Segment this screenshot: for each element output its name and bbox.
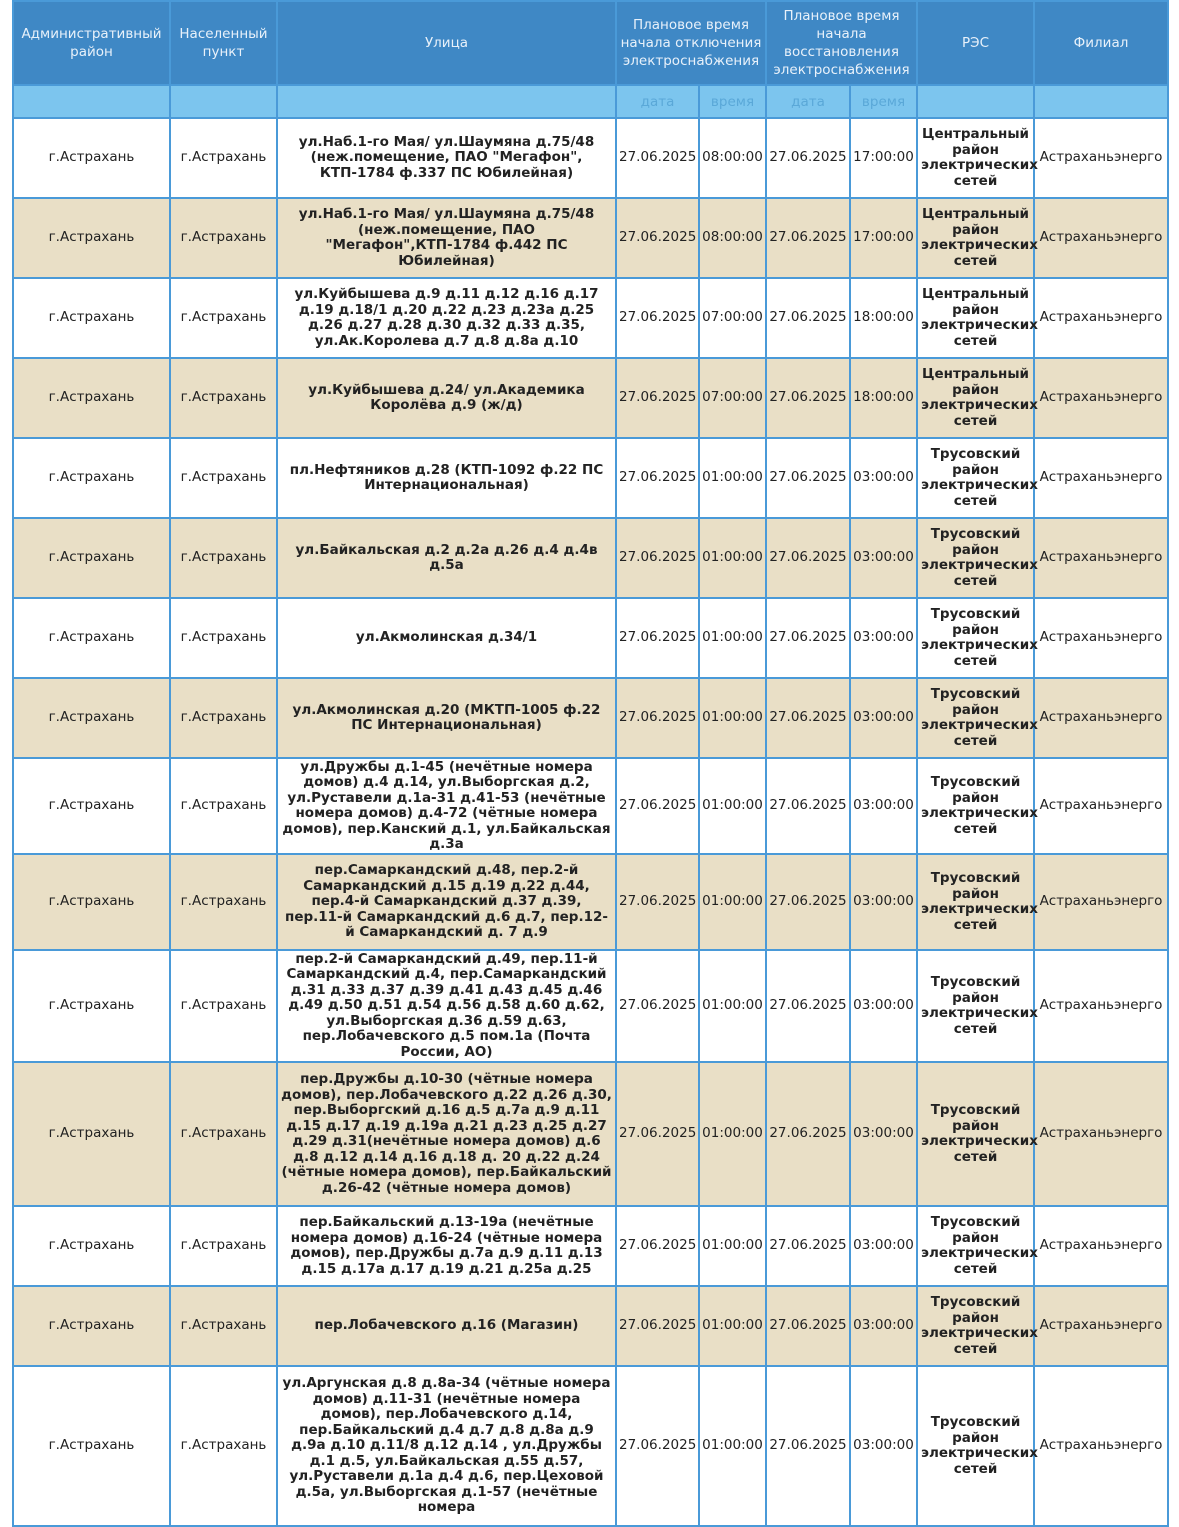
cell-street: пер.Самаркандский д.48, пер.2-й Самаркандский д.15 д.19 д.22 д.44, пер.4-й Самаркандский д.37 д.39, пер.11-й Самаркандский д.6 д.7, пер.12-й Самаркандский д. 7 д.9 — [277, 854, 616, 950]
table-row[interactable] — [13, 198, 1168, 278]
cell-outage-date: 27.06.2025 — [616, 438, 699, 518]
cell-restore-time: 17:00:00 — [850, 118, 917, 198]
cell-outage-time: 01:00:00 — [699, 1286, 766, 1366]
cell-admin-district: г.Астрахань — [13, 518, 170, 598]
cell-outage-time: 01:00:00 — [699, 758, 766, 854]
cell-street: ул.Аргунская д.8 д.8а-34 (чётные номера домов) д.11-31 (нечётные номера домов), пер.Лобачевского д.14, пер.Байкальский д.4 д.7 д.8 д.8а д.9 д.9а д.10 д.11/8 д.12 д.14 , ул.Дружбы д.1 д.5, ул.Байкальская д.55 д.57, ул.Руставели д.1а д.4 д.6, пер.Цеховой д.5а, ул.Выборгская д.1-57 (нечётные номера — [277, 1366, 616, 1526]
cell-res: Трусовский район электрических сетей — [917, 758, 1034, 854]
cell-street: ул.Наб.1-го Мая/ ул.Шаумяна д.75/48 (неж.помещение, ПАО "Мегафон",КТП-1784 ф.442 ПС Юбилейная) — [277, 198, 616, 278]
header-settlement[interactable]: Населенный пункт — [170, 1, 277, 85]
cell-restore-time: 03:00:00 — [850, 518, 917, 598]
cell-branch: Астраханьэнерго — [1034, 758, 1168, 854]
cell-restore-time: 18:00:00 — [850, 278, 917, 358]
cell-outage-time: 01:00:00 — [699, 1366, 766, 1526]
header-branch[interactable]: Филиал — [1034, 1, 1168, 85]
cell-outage-time: 01:00:00 — [699, 854, 766, 950]
cell-settlement: г.Астрахань — [170, 198, 277, 278]
subheader-restore-date[interactable]: дата — [766, 85, 850, 118]
cell-restore-time: 03:00:00 — [850, 598, 917, 678]
cell-restore-date: 27.06.2025 — [766, 278, 850, 358]
cell-outage-time: 01:00:00 — [699, 518, 766, 598]
cell-admin-district: г.Астрахань — [13, 950, 170, 1062]
cell-settlement: г.Астрахань — [170, 1366, 277, 1526]
cell-street: пер.Байкальский д.13-19а (нечётные номера домов) д.16-24 (чётные номера домов), пер.Дружбы д.7а д.9 д.11 д.13 д.15 д.17а д.17 д.19 д.21 д.25а д.25 — [277, 1206, 616, 1286]
table-row[interactable] — [13, 678, 1168, 758]
cell-street: пл.Нефтяников д.28 (КТП-1092 ф.22 ПС Интернациональная) — [277, 438, 616, 518]
cell-restore-date: 27.06.2025 — [766, 950, 850, 1062]
header-street[interactable]: Улица — [277, 1, 616, 85]
cell-settlement: г.Астрахань — [170, 1062, 277, 1206]
cell-restore-date: 27.06.2025 — [766, 438, 850, 518]
cell-admin-district: г.Астрахань — [13, 198, 170, 278]
cell-branch: Астраханьэнерго — [1034, 678, 1168, 758]
cell-res: Трусовский район электрических сетей — [917, 950, 1034, 1062]
cell-res: Трусовский район электрических сетей — [917, 1366, 1034, 1526]
table-row[interactable] — [13, 1062, 1168, 1206]
table-row[interactable] — [13, 854, 1168, 950]
header-outage-start[interactable]: Плановое время начала отключения электроснабжения — [616, 1, 766, 85]
cell-outage-date: 27.06.2025 — [616, 1062, 699, 1206]
cell-outage-date: 27.06.2025 — [616, 1206, 699, 1286]
cell-outage-time: 01:00:00 — [699, 678, 766, 758]
cell-restore-time: 03:00:00 — [850, 758, 917, 854]
subheader-restore-time[interactable]: время — [850, 85, 917, 118]
cell-outage-time: 01:00:00 — [699, 438, 766, 518]
table-row[interactable] — [13, 1366, 1168, 1526]
cell-settlement: г.Астрахань — [170, 950, 277, 1062]
cell-street: ул.Акмолинская д.34/1 — [277, 598, 616, 678]
cell-outage-date: 27.06.2025 — [616, 950, 699, 1062]
cell-restore-date: 27.06.2025 — [766, 1286, 850, 1366]
cell-restore-date: 27.06.2025 — [766, 118, 850, 198]
cell-outage-date: 27.06.2025 — [616, 518, 699, 598]
subheader-outage-time[interactable]: время — [699, 85, 766, 118]
cell-branch: Астраханьэнерго — [1034, 358, 1168, 438]
cell-outage-time: 01:00:00 — [699, 598, 766, 678]
cell-res: Трусовский район электрических сетей — [917, 1286, 1034, 1366]
table-row[interactable] — [13, 1286, 1168, 1366]
table-row[interactable] — [13, 598, 1168, 678]
cell-branch: Астраханьэнерго — [1034, 598, 1168, 678]
outage-schedule-table — [12, 0, 1169, 1527]
cell-admin-district: г.Астрахань — [13, 278, 170, 358]
cell-outage-date: 27.06.2025 — [616, 758, 699, 854]
subheader-empty — [170, 85, 277, 118]
cell-branch: Астраханьэнерго — [1034, 198, 1168, 278]
cell-res: Центральный район электрических сетей — [917, 198, 1034, 278]
cell-street: ул.Байкальская д.2 д.2а д.26 д.4 д.4в д.5а — [277, 518, 616, 598]
cell-branch: Астраханьэнерго — [1034, 1206, 1168, 1286]
cell-admin-district: г.Астрахань — [13, 758, 170, 854]
cell-restore-time: 03:00:00 — [850, 1366, 917, 1526]
cell-res: Трусовский район электрических сетей — [917, 1062, 1034, 1206]
cell-outage-date: 27.06.2025 — [616, 198, 699, 278]
cell-restore-time: 03:00:00 — [850, 1286, 917, 1366]
cell-outage-date: 27.06.2025 — [616, 598, 699, 678]
cell-settlement: г.Астрахань — [170, 758, 277, 854]
cell-res: Центральный район электрических сетей — [917, 358, 1034, 438]
cell-res: Центральный район электрических сетей — [917, 118, 1034, 198]
cell-street: ул.Акмолинская д.20 (МКТП-1005 ф.22 ПС Интернациональная) — [277, 678, 616, 758]
cell-outage-date: 27.06.2025 — [616, 1366, 699, 1526]
cell-admin-district: г.Астрахань — [13, 1206, 170, 1286]
cell-restore-date: 27.06.2025 — [766, 198, 850, 278]
cell-restore-time: 03:00:00 — [850, 854, 917, 950]
cell-outage-time: 01:00:00 — [699, 1062, 766, 1206]
table-row[interactable] — [13, 438, 1168, 518]
cell-branch: Астраханьэнерго — [1034, 1062, 1168, 1206]
cell-street: ул.Дружбы д.1-45 (нечётные номера домов) д.4 д.14, ул.Выборгская д.2, ул.Руставели д.1а-31 д.41-53 (нечётные номера домов) д.4-72 (чётные номера домов), пер.Канский д.1, ул.Байкальская д.3а — [277, 758, 616, 854]
header-restore-start[interactable]: Плановое время начала восстановления электроснабжения — [766, 1, 917, 85]
cell-outage-time: 07:00:00 — [699, 358, 766, 438]
cell-settlement: г.Астрахань — [170, 118, 277, 198]
cell-res: Трусовский район электрических сетей — [917, 1206, 1034, 1286]
cell-outage-time: 08:00:00 — [699, 198, 766, 278]
cell-restore-date: 27.06.2025 — [766, 678, 850, 758]
cell-restore-date: 27.06.2025 — [766, 518, 850, 598]
cell-street: пер.Лобачевского д.16 (Магазин) — [277, 1286, 616, 1366]
cell-outage-date: 27.06.2025 — [616, 678, 699, 758]
cell-settlement: г.Астрахань — [170, 1286, 277, 1366]
cell-restore-time: 03:00:00 — [850, 678, 917, 758]
cell-settlement: г.Астрахань — [170, 278, 277, 358]
table-row[interactable] — [13, 758, 1168, 854]
cell-settlement: г.Астрахань — [170, 678, 277, 758]
table-row[interactable] — [13, 518, 1168, 598]
cell-res: Центральный район электрических сетей — [917, 278, 1034, 358]
cell-restore-date: 27.06.2025 — [766, 358, 850, 438]
cell-branch: Астраханьэнерго — [1034, 1366, 1168, 1526]
cell-res: Трусовский район электрических сетей — [917, 678, 1034, 758]
cell-outage-date: 27.06.2025 — [616, 278, 699, 358]
cell-street: ул.Наб.1-го Мая/ ул.Шаумяна д.75/48 (неж.помещение, ПАО "Мегафон", КТП-1784 ф.337 ПС Юбилейная) — [277, 118, 616, 198]
cell-settlement: г.Астрахань — [170, 598, 277, 678]
cell-restore-date: 27.06.2025 — [766, 1206, 850, 1286]
header-res[interactable]: РЭС — [917, 1, 1034, 85]
cell-street: ул.Куйбышева д.24/ ул.Академика Королёва д.9 (ж/д) — [277, 358, 616, 438]
cell-outage-time: 08:00:00 — [699, 118, 766, 198]
cell-admin-district: г.Астрахань — [13, 854, 170, 950]
cell-settlement: г.Астрахань — [170, 518, 277, 598]
cell-admin-district: г.Астрахань — [13, 358, 170, 438]
cell-restore-time: 03:00:00 — [850, 950, 917, 1062]
cell-branch: Астраханьэнерго — [1034, 854, 1168, 950]
cell-restore-date: 27.06.2025 — [766, 598, 850, 678]
cell-settlement: г.Астрахань — [170, 1206, 277, 1286]
cell-street: пер.2-й Самаркандский д.49, пер.11-й Самаркандский д.4, пер.Самаркандский д.31 д.33 д.37 д.39 д.41 д.43 д.45 д.46 д.49 д.50 д.51 д.54 д.56 д.58 д.60 д.62, ул.Выборгская д.36 д.59 д.63, пер.Лобачевского д.5 пом.1а (Почта России, АО) — [277, 950, 616, 1062]
cell-admin-district: г.Астрахань — [13, 1286, 170, 1366]
table-row[interactable] — [13, 278, 1168, 358]
cell-admin-district: г.Астрахань — [13, 598, 170, 678]
cell-outage-date: 27.06.2025 — [616, 118, 699, 198]
subheader-empty — [1034, 85, 1168, 118]
cell-branch: Астраханьэнерго — [1034, 118, 1168, 198]
cell-res: Трусовский район электрических сетей — [917, 854, 1034, 950]
cell-street: пер.Дружбы д.10-30 (чётные номера домов), пер.Лобачевского д.22 д.26 д.30, пер.Выборгский д.16 д.5 д.7а д.9 д.11 д.15 д.17 д.19 д.19а д.21 д.23 д.25 д.27 д.29 д.31(нечётные номера домов) д.6 д.8 д.12 д.14 д.16 д.18 д. 20 д.22 д.24 (чётные номера домов), пер.Байкальский д.26-42 (чётные номера домов) — [277, 1062, 616, 1206]
cell-restore-time: 03:00:00 — [850, 1206, 917, 1286]
cell-branch: Астраханьэнерго — [1034, 950, 1168, 1062]
cell-outage-time: 07:00:00 — [699, 278, 766, 358]
table-body — [13, 118, 1168, 1526]
cell-settlement: г.Астрахань — [170, 854, 277, 950]
cell-admin-district: г.Астрахань — [13, 1366, 170, 1526]
cell-restore-date: 27.06.2025 — [766, 758, 850, 854]
cell-admin-district: г.Астрахань — [13, 1062, 170, 1206]
cell-res: Трусовский район электрических сетей — [917, 438, 1034, 518]
cell-res: Трусовский район электрических сетей — [917, 518, 1034, 598]
cell-restore-time: 17:00:00 — [850, 198, 917, 278]
cell-branch: Астраханьэнерго — [1034, 278, 1168, 358]
outage-schedule-container — [12, 0, 1167, 1516]
subheader-empty — [917, 85, 1034, 118]
cell-outage-time: 01:00:00 — [699, 1206, 766, 1286]
cell-res: Трусовский район электрических сетей — [917, 598, 1034, 678]
subheader-empty — [277, 85, 616, 118]
cell-settlement: г.Астрахань — [170, 438, 277, 518]
header-admin-district[interactable]: Административный район — [13, 1, 170, 85]
table-row[interactable] — [13, 358, 1168, 438]
cell-outage-date: 27.06.2025 — [616, 1286, 699, 1366]
table-row[interactable] — [13, 118, 1168, 198]
subheader-outage-date[interactable]: дата — [616, 85, 699, 118]
cell-restore-time: 18:00:00 — [850, 358, 917, 438]
cell-admin-district: г.Астрахань — [13, 678, 170, 758]
subheader-empty — [13, 85, 170, 118]
table-header — [13, 1, 1168, 118]
table-row[interactable] — [13, 1206, 1168, 1286]
cell-restore-time: 03:00:00 — [850, 1062, 917, 1206]
cell-outage-date: 27.06.2025 — [616, 358, 699, 438]
cell-street: ул.Куйбышева д.9 д.11 д.12 д.16 д.17 д.19 д.18/1 д.20 д.22 д.23 д.23а д.25 д.26 д.27 д.28 д.30 д.32 д.33 д.35, ул.Ак.Королева д.7 д.8 д.8а д.10 — [277, 278, 616, 358]
cell-restore-date: 27.06.2025 — [766, 1366, 850, 1526]
cell-admin-district: г.Астрахань — [13, 438, 170, 518]
cell-restore-date: 27.06.2025 — [766, 854, 850, 950]
cell-outage-time: 01:00:00 — [699, 950, 766, 1062]
table-row[interactable] — [13, 950, 1168, 1062]
cell-branch: Астраханьэнерго — [1034, 438, 1168, 518]
cell-restore-date: 27.06.2025 — [766, 1062, 850, 1206]
cell-branch: Астраханьэнерго — [1034, 1286, 1168, 1366]
cell-admin-district: г.Астрахань — [13, 118, 170, 198]
cell-restore-time: 03:00:00 — [850, 438, 917, 518]
cell-outage-date: 27.06.2025 — [616, 854, 699, 950]
cell-settlement: г.Астрахань — [170, 358, 277, 438]
cell-branch: Астраханьэнерго — [1034, 518, 1168, 598]
